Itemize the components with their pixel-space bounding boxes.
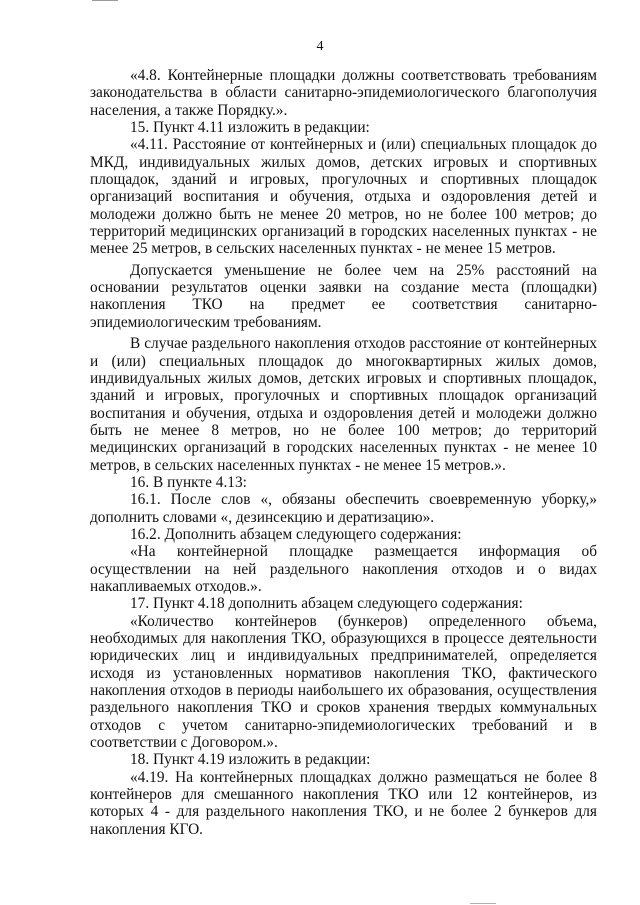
scan-mark	[92, 0, 118, 1]
paragraph-reduction-allowed: Допускается уменьшение не более чем на 25% расстояний на основании результатов оценки заявки на создание места (площадки) накопления ТКО на предмет ее соответствия санитарно-эпидемиологическим требованиям.	[90, 261, 597, 331]
paragraph-separate-collection: В случае раздельного накопления отходов расстояние от контейнерных и (или) специальных площадок до многоквартирных жилых домов, индивидуальных жилых домов, детских игровых и спортивных площадок, зданий и игровых, прогулочных и спортивных площадок организаций воспитания и обучения, отдыха и оздоровления детей и молодежи должно быть не менее 8 метров, но не более 100 метров; до территорий медицинских организаций в городских населенных пунктах - не менее 10 метров, в сельских населенных пунктах - не менее 15 метров.».	[90, 335, 597, 474]
paragraph-item-17: 17. Пункт 4.18 дополнить абзацем следующего содержания:	[130, 595, 523, 613]
paragraph-item-16-1: 16.1. После слов «, обязаны обеспечить своевременную уборку,» дополнить словами «, дезинсекцию и дератизацию».	[90, 491, 597, 526]
paragraph-item-15: 15. Пункт 4.11 изложить в редакции:	[130, 119, 370, 137]
paragraph-item-16-2: 16.2. Дополнить абзацем следующего содержания:	[130, 525, 462, 543]
document-body	[90, 67, 597, 838]
paragraph-4-11: «4.11. Расстояние от контейнерных и (или) специальных площадок до МКД, индивидуальных жилых домов, детских игровых и спортивных площадок, зданий и игровых, прогулочных и спортивных площадок организаций воспитания и обучения, отдыха и оздоровления детей и молодежи должно быть не менее 20 метров, но не более 100 метров; до территорий медицинских организаций в городских населенных пунктах - не менее 25 метров, в сельских населенных пунктах - не менее 15 метров.	[90, 136, 597, 258]
scan-mark	[470, 903, 496, 904]
paragraph-4-19: «4.19. На контейнерных площадках должно размещаться не более 8 контейнеров для смешанного накопления ТКО или 12 контейнеров, из которых 4 - для раздельного накопления ТКО, и не более 2 бункеров для накопления КГО.	[90, 768, 597, 838]
paragraph-container-count: «Количество контейнеров (бункеров) определенного объема, необходимых для накопления ТКО, образующихся в процессе деятельности юридических лиц и индивидуальных предпринимателей, определяется исходя из установленных нормативов накопления ТКО, фактического накопления отходов в периоды наибольшего их образования, осуществления раздельного накопления ТКО и сроков хранения твердых коммунальных отходов с учетом санитарно-эпидемиологических требований и в соответствии с Договором.».	[90, 612, 597, 752]
page-number: 4	[316, 39, 324, 54]
paragraph-info-placement: «На контейнерной площадке размещается информация об осуществлении на ней раздельного накопления отходов и о видах накапливаемых отходов.».	[90, 543, 597, 595]
paragraph-item-16: 16. В пункте 4.13:	[130, 473, 247, 491]
paragraph-4-8: «4.8. Контейнерные площадки должны соответствовать требованиям законодательства в области санитарно-эпидемиологического благополучия населения, а также Порядку.».	[90, 67, 597, 119]
paragraph-item-18: 18. Пункт 4.19 изложить в редакции:	[130, 751, 371, 769]
